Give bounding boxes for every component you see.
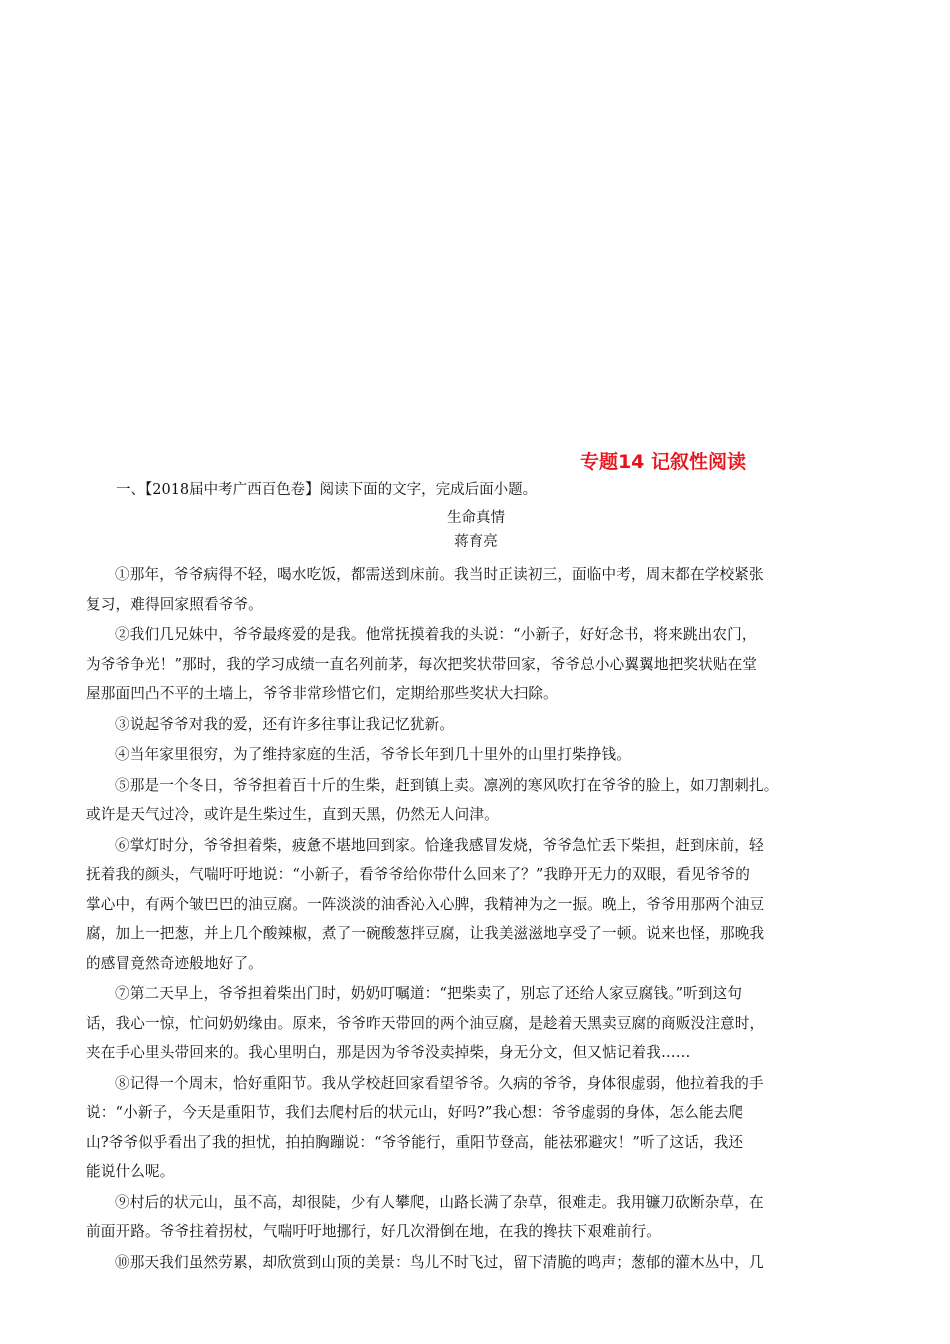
paragraph-line: 夹在手心里头带回来的。我心里明白，那是因为爷爷没卖掉柴，身无分文，但又惦记着我…… [86, 1044, 691, 1061]
paragraph [86, 560, 866, 619]
story-title: 生命真情 [447, 510, 505, 526]
paragraph-line: 能说什么呢。 [86, 1163, 175, 1180]
paragraph-line: 复习，难得回家照看爷爷。 [86, 595, 263, 613]
paragraph-line: 的感冒竟然奇迹般地好了。 [86, 954, 263, 972]
document-page [86, 448, 866, 1278]
paragraph [86, 1188, 866, 1247]
paragraph-line: 话，我心一惊，忙问奶奶缘由。原来，爷爷昨天带回的两个油豆腐，是趁着天黑卖豆腐的商贩没注意时， [86, 1014, 765, 1032]
paragraph-line: ④当年家里很穷，为了维持家庭的生活，爷爷长年到几十里外的山里打柴挣钱。 [115, 746, 632, 763]
paragraph [86, 710, 866, 740]
paragraph [86, 1248, 866, 1278]
paragraph-line: ①那年，爷爷病得不轻，喝水吃饭，都需送到床前。我当时正读初三，面临中考，周末都在学校紧张 [115, 566, 764, 583]
paragraph [86, 740, 866, 770]
paragraph-line: ⑨村后的状元山，虽不高，却很陡，少有人攀爬，山路长满了杂草，很难走。我用镰刀砍断杂草，在 [115, 1193, 764, 1211]
paragraph [86, 771, 866, 830]
story-body [86, 560, 866, 1277]
paragraph-line: 掌心中，有两个皱巴巴的油豆腐。一阵淡淡的油香沁入心脾，我精神为之一振。晚上，爷爷用那两个油豆 [86, 895, 765, 913]
document-title: 专题14 记叙性阅读 [579, 451, 746, 473]
paragraph-line: 前面开路。爷爷拄着拐杖，气喘吁吁地挪行，好几次滑倒在地，在我的搀扶下艰难前行。 [86, 1223, 662, 1240]
question-intro: 一、【2018届中考广西百色卷】阅读下面的文字，完成后面小题。 [116, 482, 538, 498]
paragraph-line: 腐，加上一把葱，并上几个酸辣椒，煮了一碗酸葱拌豆腐，让我美滋滋地享受了一顿。说来也怪，那晚我 [86, 925, 765, 942]
paragraph-line: 或许是天气过冷，或许是生柴过生，直到天黑，仍然无人问津。 [86, 806, 499, 823]
paragraph-line: ⑥掌灯时分，爷爷担着柴，疲惫不堪地回到家。恰逢我感冒发烧，爷爷急忙丢下柴担，赶到床前，轻 [115, 836, 764, 854]
paragraph-line: ⑩那天我们虽然劳累，却欣赏到山顶的美景：鸟儿不时飞过，留下清脆的鸣声；葱郁的灌木丛中，几 [115, 1253, 764, 1271]
paragraph-line: ⑦第二天早上，爷爷担着柴出门时，奶奶叮嘱道：“把柴卖了，别忘了还给人家豆腐钱。”听到这句 [115, 985, 743, 1002]
paragraph-line: ②我们几兄妹中，爷爷最疼爱的是我。他常抚摸着我的头说：“小新子，好好念书，将来跳出农门， [115, 626, 757, 643]
story-author: 蒋育亮 [454, 534, 498, 550]
paragraph-line: ③说起爷爷对我的爱，还有许多往事让我记忆犹新。 [115, 715, 455, 733]
paragraph-line: ⑤那是一个冬日，爷爷担着百十斤的生柴，赶到镇上卖。凛冽的寒风吹打在爷爷的脸上，如刀割刺扎。 [115, 776, 779, 794]
paragraph-line: 抚着我的颜头，气喘吁吁地说：“小新子，看爷爷给你带什么回来了？”我睁开无力的双眼，看见爷爷的 [86, 866, 750, 883]
paragraph-line: 为爷爷争光！”那时，我的学习成绩一直名列前茅，每次把奖状带回家，爷爷总小心翼翼地把奖状贴在堂 [86, 655, 758, 673]
paragraph [86, 1069, 866, 1187]
paragraph [86, 620, 866, 709]
paragraph-line: 山?爷爷似乎看出了我的担忧，拍拍胸蹦说：“爷爷能行，重阳节登高，能祛邪避灾！”听了这话，我还 [86, 1133, 744, 1151]
paragraph-line: 屋那面凹凸不平的土墙上，爷爷非常珍惜它们，定期给那些奖状大扫除。 [86, 685, 558, 702]
paragraph-line: 说：“小新子，今天是重阳节，我们去爬村后的状元山，好吗?”我心想：爷爷虚弱的身体，怎么能去爬 [86, 1104, 744, 1121]
paragraph [86, 979, 866, 1068]
paragraph-line: ⑧记得一个周末，恰好重阳节。我从学校赶回家看望爷爷。久病的爷爷，身体很虚弱，他拉着我的手 [115, 1074, 764, 1092]
paragraph [86, 831, 866, 979]
